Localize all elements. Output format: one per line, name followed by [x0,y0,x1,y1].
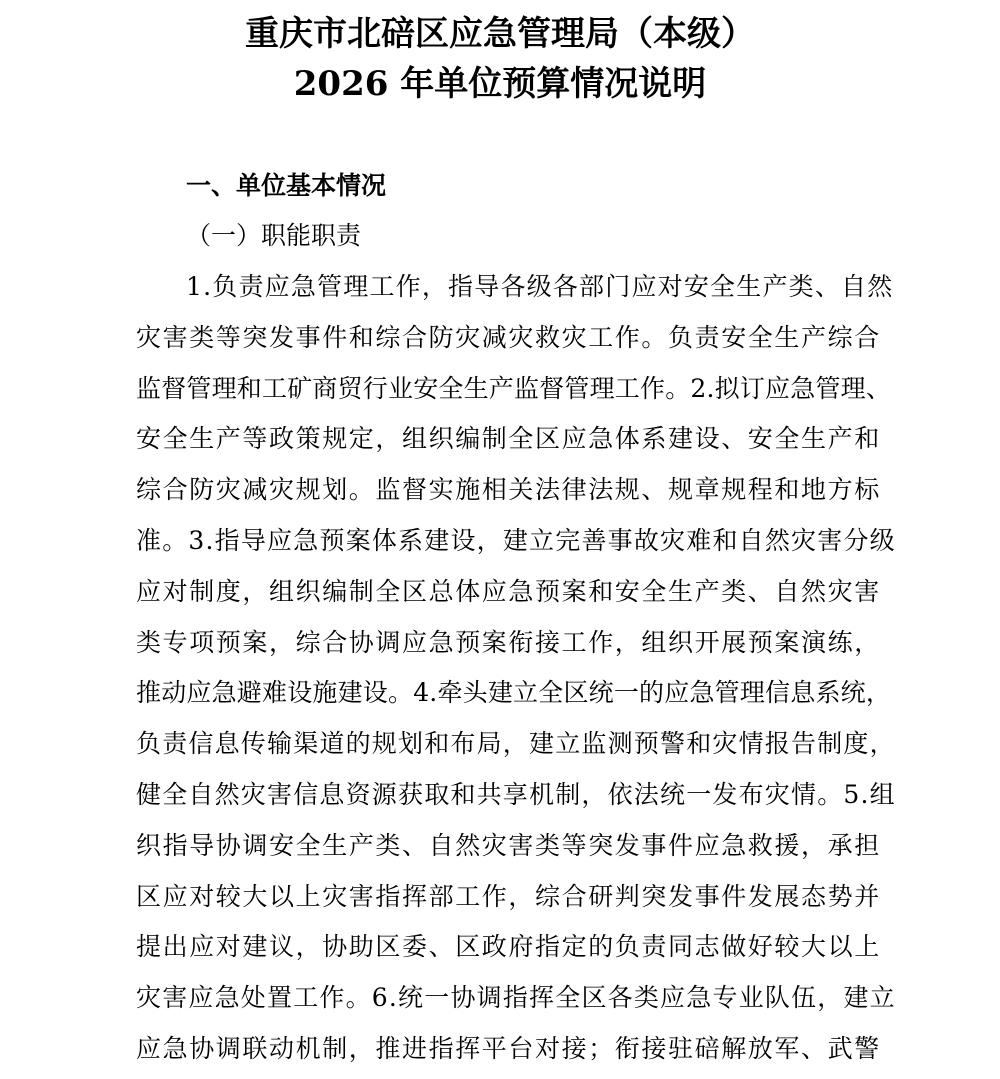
paragraph-line: 区应对较大以上灾害指挥部工作，综合研判突发事件发展态势并 [136,881,881,911]
paragraph-line: 推动应急避难设施建设。4.牵头建立全区统一的应急管理信息系统， [136,678,892,708]
document-title-line2: 2026 年单位预算情况说明 [293,64,707,104]
paragraph-line: 监督管理和工矿商贸行业安全生产监督管理工作。2.拟订应急管理、 [136,373,892,403]
paragraph-line: 负责信息传输渠道的规划和布局，建立监测预警和灾情报告制度， [136,729,896,759]
paragraph-line: 应急协调联动机制，推进指挥平台对接；衔接驻碚解放军、武警 [136,1033,881,1063]
paragraph-line: 综合防灾减灾规划。监督实施相关法律法规、规章规程和地方标 [136,475,881,505]
paragraph-line: 健全自然灾害信息资源获取和共享机制，依法统一发布灾情。5.组 [136,779,896,809]
paragraph-line: 提出应对建议，协助区委、区政府指定的负责同志做好较大以上 [136,932,881,962]
document-title-line1: 重庆市北碚区应急管理局（本级） [245,14,755,54]
paragraph-line: 灾害类等突发事件和综合防灾减灾救灾工作。负责安全生产综合 [136,322,881,352]
section-heading-basic-info: 一、单位基本情况 [186,171,387,200]
paragraph-line: 灾害应急处置工作。6.统一协调指挥全区各类应急专业队伍，建立 [136,983,896,1013]
paragraph-line: 安全生产等政策规定，组织编制全区应急体系建设、安全生产和 [136,424,881,454]
paragraph-line: 准。3.指导应急预案体系建设，建立完善事故灾难和自然灾害分级 [136,525,896,555]
paragraph-line: 应对制度，组织编制全区总体应急预案和安全生产类、自然灾害 [136,576,881,606]
subsection-heading-duties: （一）职能职责 [186,221,362,250]
duties-paragraph [136,266,896,1079]
paragraph-line: 织指导协调安全生产类、自然灾害类等突发事件应急救援，承担 [136,830,881,860]
paragraph-line: 1.负责应急管理工作，指导各级各部门应对安全生产类、自然 [186,272,894,301]
paragraph-line: 类专项预案，综合协调应急预案衔接工作，组织开展预案演练， [136,627,881,657]
